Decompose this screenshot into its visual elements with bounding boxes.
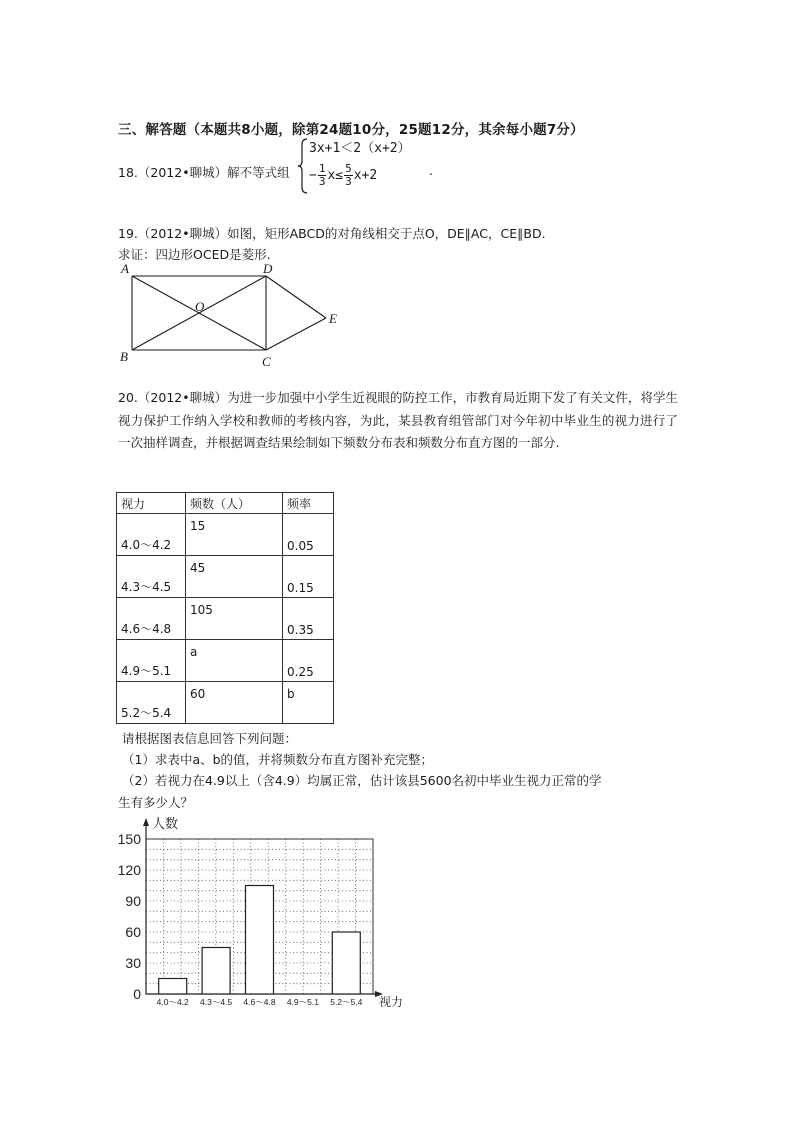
y-tick-label: 0 <box>133 986 141 1002</box>
table-row <box>117 556 334 598</box>
segment-ce <box>266 318 326 350</box>
row-freq: b <box>287 687 295 701</box>
histogram-bar <box>246 886 274 995</box>
q19-stem: 19.（2012•聊城）如图，矩形ABCD的对角线相交于点O，DE∥AC，CE∥BD. <box>118 226 546 241</box>
header-freq: 频率 <box>283 493 334 514</box>
table-header-row <box>117 493 334 514</box>
frequency-table <box>116 492 334 724</box>
x-axis-title: 视力 <box>379 995 404 1009</box>
row-freq: 0.15 <box>287 581 314 595</box>
x-tick-label: 4.6～4.8 <box>243 997 276 1007</box>
y-tick-label: 60 <box>125 924 141 940</box>
q20-part2-line2: 生有多少人？ <box>118 795 194 810</box>
q20-ask: 请根据图表信息回答下列问题： <box>122 731 298 746</box>
x-tick-label: 4.3～4.5 <box>200 997 233 1007</box>
y-tick-label: 90 <box>125 893 141 909</box>
label-c: C <box>262 354 271 369</box>
row-freq: 0.35 <box>287 623 314 637</box>
label-o: O <box>195 299 205 314</box>
fraction-2 <box>344 163 353 188</box>
row-freq: 0.25 <box>287 665 314 679</box>
table-row <box>117 640 334 682</box>
q18-period: . <box>429 163 433 178</box>
fraction-2-den: 3 <box>345 175 352 188</box>
label-e: E <box>329 311 337 326</box>
table-row <box>117 598 334 640</box>
x-tick-label: 4.0～4.2 <box>156 997 189 1007</box>
y-tick-label: 30 <box>125 955 141 971</box>
q20-intro: 20.（2012•聊城）为进一步加强中小学生近视眼的防控工作，市教育局近期下发了有关文件，将学生视力保护工作纳入学校和教师的考核内容，为此，某县教育组管部门对今年初中毕业生的视力进行了一次抽样调查，并根据调查结果绘制如下频数分布表和频数分布直方图的一部分. <box>118 390 678 450</box>
row-count: 15 <box>190 519 206 533</box>
q20-part1: （1）求表中a、b的值，并将频数分布直方图补充完整； <box>122 752 434 767</box>
header-vision: 视力 <box>117 493 186 514</box>
q19-prove: 求证：四边形OCED是菱形. <box>118 247 271 262</box>
fraction-2-num: 5 <box>345 162 352 175</box>
row-range: 4.3～4.5 <box>121 580 172 594</box>
row-freq: 0.05 <box>287 539 314 553</box>
q20-part2-line1: （2）若视力在4.9以上（含4.9）均属正常，估计该县5600名初中毕业生视力正常的学 <box>122 773 602 788</box>
histogram-bar <box>159 979 187 995</box>
row-count: 60 <box>190 687 206 701</box>
y-axis-title: 人数 <box>152 817 179 832</box>
inequality-2-tail: x+2 <box>353 168 378 183</box>
x-tick-label: 4.9～5.1 <box>286 997 319 1007</box>
x-tick-label: 5.2～5.4 <box>330 997 363 1007</box>
q18-stem: 18.（2012•聊城）解不等式组 <box>118 165 290 180</box>
inequality-system <box>297 137 447 197</box>
row-range: 4.9～5.1 <box>121 664 172 678</box>
y-axis-arrow <box>143 818 149 826</box>
fraction-1 <box>318 163 327 188</box>
inequality-2-mid: x≤ <box>327 168 344 183</box>
section-title: 三、解答题（本题共8小题，除第24题10分，25题12分，其余每小题7分） <box>118 122 584 138</box>
y-tick-label: 120 <box>117 862 141 878</box>
brace-symbol <box>297 137 309 195</box>
histogram-bar <box>202 948 230 995</box>
rectangle-diagram <box>112 258 352 370</box>
row-count: a <box>190 645 198 659</box>
row-count: 45 <box>190 561 206 575</box>
segment-de <box>266 276 326 318</box>
inequality-1: 3x+1＜2（x+2） <box>309 141 411 156</box>
row-range: 4.0～4.2 <box>121 538 172 552</box>
neg-sign: − <box>309 168 317 183</box>
label-a: A <box>121 261 129 276</box>
header-count: 频数（人） <box>186 493 283 514</box>
table-row <box>117 682 334 724</box>
label-b: B <box>120 349 128 364</box>
fraction-1-num: 1 <box>318 162 326 175</box>
fraction-1-den: 3 <box>318 175 326 188</box>
y-tick-label: 150 <box>117 831 141 847</box>
row-count: 105 <box>190 603 213 617</box>
row-range: 4.6～4.8 <box>121 622 172 636</box>
table-row <box>117 514 334 556</box>
frequency-histogram <box>114 812 414 1012</box>
histogram-bar <box>332 932 360 994</box>
row-range: 5.2～5.4 <box>121 706 172 720</box>
inequality-2 <box>309 163 377 188</box>
label-d: D <box>263 261 273 276</box>
